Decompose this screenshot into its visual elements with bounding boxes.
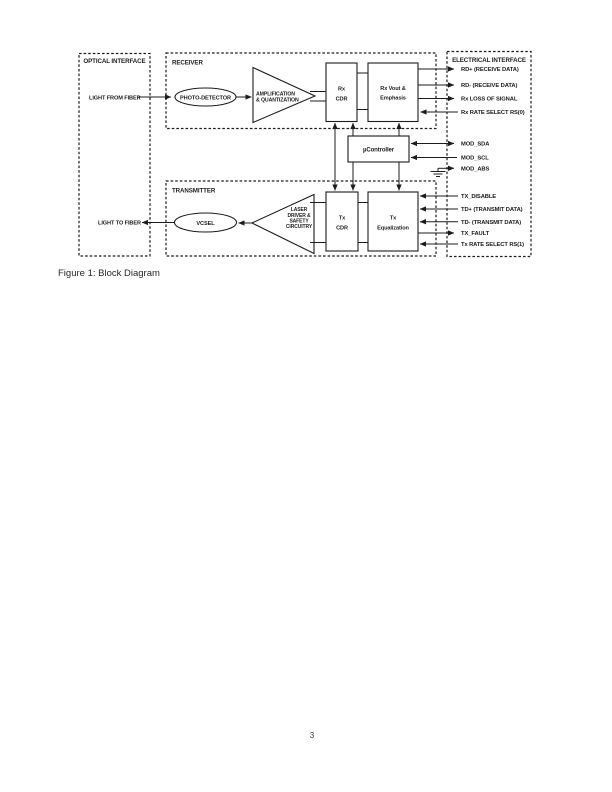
signal-label: TD+ (TRANSMIT DATA) [461,207,523,214]
signal-label: MOD_ABS [461,166,490,173]
vcsel-label: VCSEL [196,221,215,227]
signal-label: Rx LOSS OF SIGNAL [461,96,518,103]
rx-vout-emphasis-block [368,63,418,122]
tx-cdr-label-line2: CDR [336,225,348,232]
tx-cdr-label-line1: Tx [338,215,346,222]
signal-tx-disable [420,194,496,200]
rx-cdr-label-line2: CDR [335,96,348,103]
tx-equalization-block [368,192,418,251]
page-number: 3 [309,731,315,740]
signal-mod-sda [411,142,490,148]
light-to-fiber-signal [98,221,174,227]
laser-driver-label-line4: CIRCUITRY [285,224,313,231]
light-from-fiber-signal [89,95,171,101]
laser-driver-label-line1: LASER [290,207,308,214]
rx-vout-label-line1: Rx Vout & [380,86,406,92]
signal-tx-fault [418,231,490,237]
signal-rx-los [418,97,518,103]
signal-label: MOD_SDA [461,141,490,148]
rx-vout-label-line2: Emphasis [380,95,406,102]
amplification-label-line2: & QUANTIZATION [256,97,299,104]
signal-td-minus [420,220,521,226]
signal-label: TD- (TRANSMIT DATA) [461,219,522,226]
electrical-interface-title: ELECTRICAL INTERFACE [452,57,526,64]
signal-label: TX_DISABLE [461,194,497,201]
laser-driver-label-line2: DRIVER & [287,212,311,219]
signal-rd-plus [418,67,519,73]
signal-td-plus [420,207,523,213]
amplification-label-line1: AMPLIFICATION [256,91,295,98]
signal-label: Tx RATE SELECT RS(1) [461,242,524,249]
signal-rd-minus [418,83,517,89]
receiver-title: RECEIVER [172,59,203,67]
signal-label: RD+ (RECEIVE DATA) [461,67,519,74]
tx-eq-label-line1: Tx [389,215,397,222]
signal-mod-abs [431,167,490,177]
signal-label: MOD_SCL [461,155,489,162]
signal-label: RD- (RECEIVE DATA) [461,83,518,90]
tx-cdr-block [326,192,358,251]
light-from-fiber-label: LIGHT FROM FIBER [89,95,141,102]
tx-eq-label-line2: Equalization [377,225,409,232]
laser-driver-label-line3: SAFETY [289,218,309,225]
ground-symbol [431,168,446,176]
photo-detector-label: PHOTO-DETECTOR [180,95,231,102]
rx-cdr-label-line1: Rx [338,86,345,93]
light-to-fiber-label: LIGHT TO FIBER [98,220,141,227]
signal-mod-scl [411,156,489,162]
figure-caption: Figure 1: Block Diagram [58,268,160,279]
optical-interface-title: OPTICAL INTERFACE [83,58,146,65]
transmitter-title: TRANSMITTER [172,187,216,195]
microcontroller-label: µController [362,147,395,154]
signal-label: Rx RATE SELECT RS(0) [461,110,525,117]
signal-label: TX_FAULT [461,231,490,238]
